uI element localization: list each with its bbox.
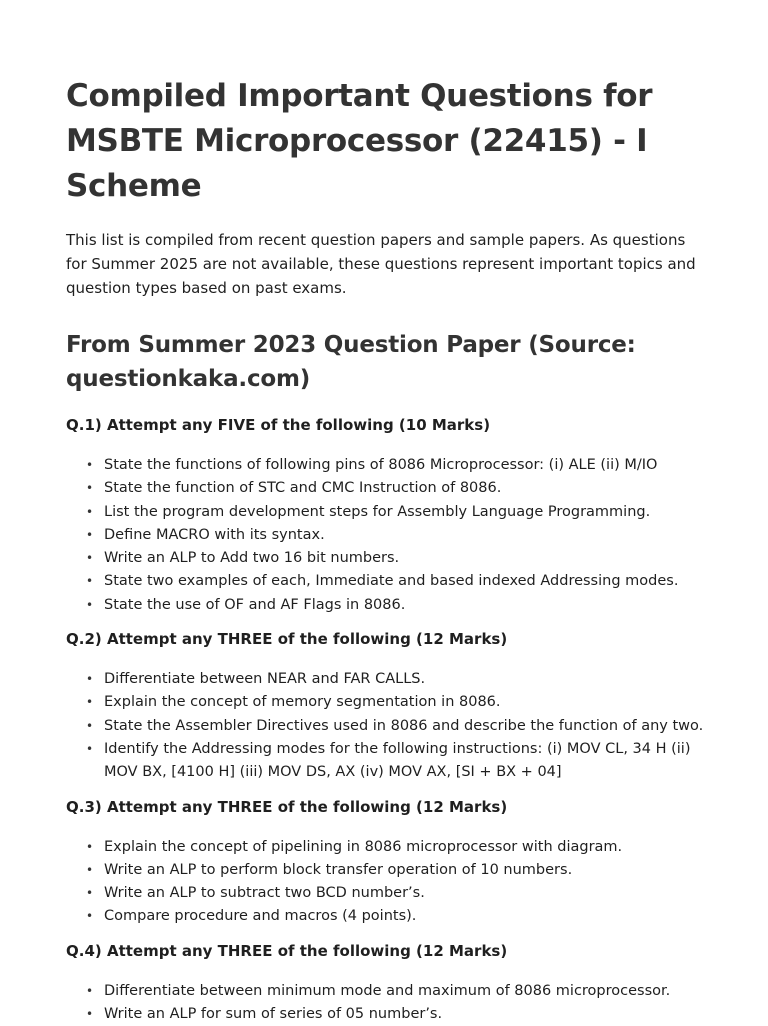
question-block-q4 [66,940,706,1026]
list-item-text: Write an ALP to Add two 16 bit numbers. [104,550,400,567]
bullet-icon: • [86,551,94,566]
page-title: Compiled Important Questions for MSBTE Microprocessor (22415) - I Scheme [66,78,653,204]
list-item [86,836,706,859]
question-heading: Q.4) Attempt any THREE of the following (12 Marks) [66,941,508,960]
list-item [86,501,706,524]
bullet-icon: • [86,504,94,519]
question-heading: Q.2) Attempt any THREE of the following (12 Marks) [66,630,508,649]
intro-paragraph: This list is compiled from recent question papers and sample papers. As questions for Summer 2025 are not available, these questions represent important topics and question types based on past exams. [66,231,696,297]
list-item [86,715,706,738]
list-item [86,477,706,500]
list-item-text: State two examples of each, Immediate and based indexed Addressing modes. [104,573,679,590]
list-item [86,905,706,928]
list-item [86,882,706,905]
bullet-icon: • [86,527,94,542]
list-item [86,980,706,1003]
question-list [66,668,706,784]
list-item [86,738,706,785]
bullet-icon: • [86,672,94,687]
list-item [86,691,706,714]
bullet-icon: • [86,597,94,612]
list-item [86,1003,706,1026]
list-item-text: Compare procedure and macros (4 points). [104,908,417,925]
list-item [86,594,706,617]
question-list [66,980,706,1026]
bullet-icon: • [86,1007,94,1022]
question-list [66,836,706,929]
list-item-text: List the program development steps for Assembly Language Programming. [104,503,651,520]
list-item [86,859,706,882]
list-item [86,668,706,691]
list-item-text: Write an ALP for sum of series of 05 number’s. [104,1006,443,1023]
list-item-text: Write an ALP to perform block transfer operation of 10 numbers. [104,861,573,878]
list-item-text: Explain the concept of pipelining in 8086 microprocessor with diagram. [104,838,623,855]
bullet-icon: • [86,886,94,901]
questions-section [66,414,706,1026]
question-heading: Q.1) Attempt any FIVE of the following (10 Marks) [66,416,491,434]
list-item-text: Explain the concept of memory segmentation in 8086. [104,694,501,711]
bullet-icon: • [86,574,94,589]
list-item [86,454,706,477]
bullet-icon: • [86,862,94,877]
list-item-text: State the use of OF and AF Flags in 8086. [104,596,406,613]
list-item-text: Write an ALP to subtract two BCD number’s. [104,885,425,902]
question-block-q2 [66,628,706,784]
list-item [86,570,706,593]
bullet-icon: • [86,741,94,756]
list-item-text: Identify the Addressing modes for the following instructions: (i) MOV CL, 34 H (ii) MOV BX, [4100 H] (iii) MOV DS, AX (iv) MOV AX, [SI + BX + 04] [104,740,691,781]
bullet-icon: • [86,695,94,710]
section-heading: From Summer 2023 Question Paper (Source: questionkaka.com) [66,332,636,392]
bullet-icon: • [86,983,94,998]
document-page [66,74,706,1026]
list-item-text: State the function of STC and CMC Instruction of 8086. [104,480,502,497]
bullet-icon: • [86,458,94,472]
list-item-text: State the functions of following pins of 8086 Microprocessor: (i) ALE (ii) M/IO [104,457,658,473]
bullet-icon: • [86,718,94,733]
bullet-icon: • [86,481,94,496]
question-block-q1 [66,414,706,617]
question-heading: Q.3) Attempt any THREE of the following (12 Marks) [66,797,508,816]
list-item-text: State the Assembler Directives used in 8086 and describe the function of any two. [104,717,704,734]
question-list [66,454,706,617]
list-item [86,524,706,547]
list-item-text: Differentiate between minimum mode and maximum of 8086 microprocessor. [104,982,671,999]
question-block-q3 [66,796,706,929]
bullet-icon: • [86,909,94,924]
list-item [86,547,706,570]
list-item-text: Differentiate between NEAR and FAR CALLS. [104,671,426,688]
list-item-text: Define MACRO with its syntax. [104,526,325,543]
bullet-icon: • [86,839,94,854]
